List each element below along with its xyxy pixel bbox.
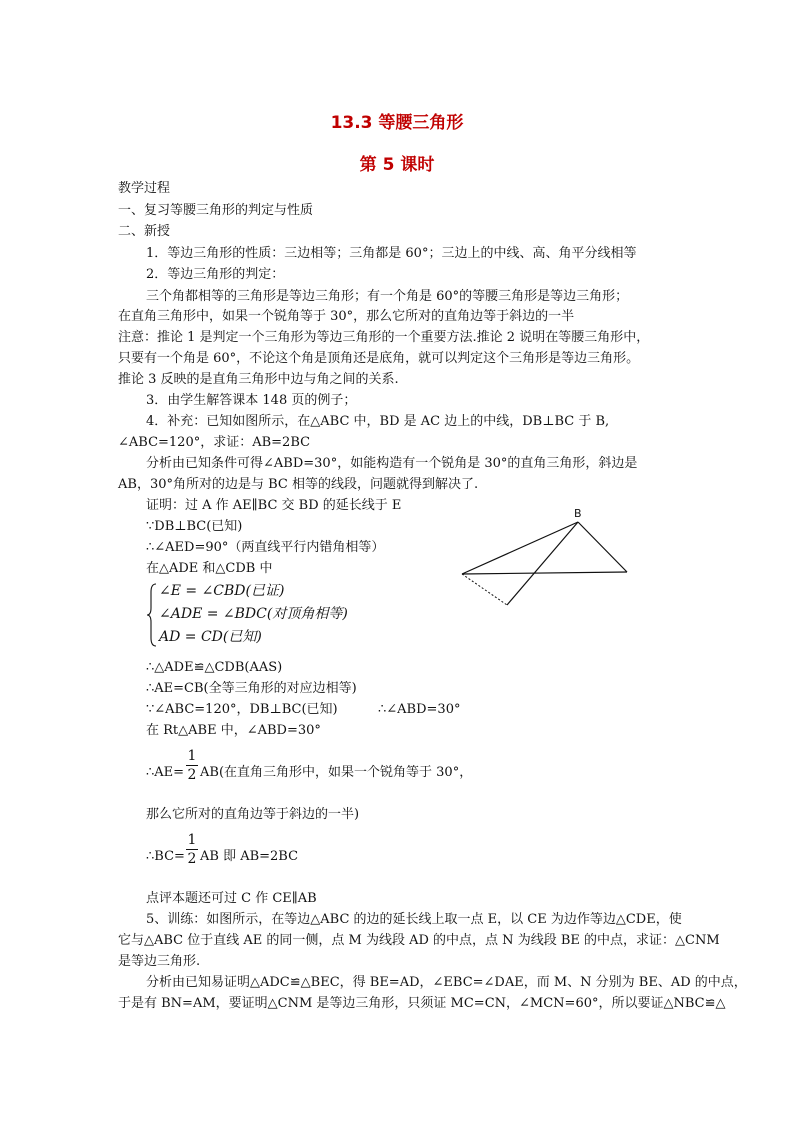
text-line: AB(在直角三角形中，如果一个锐角等于 30°，	[200, 765, 473, 780]
text-line: 4．补充：已知如图所示，在△ABC 中，BD 是 AC 边上的中线，DB⊥BC 于 B,	[146, 414, 610, 429]
equation-system	[146, 582, 386, 648]
equation-row: AD = CD(已知)	[159, 629, 262, 645]
fraction-numerator: 1	[187, 832, 197, 848]
text-line: 于是有 BN=AM，要证明△CNM 是等边三角形，只须证 MC=CN，∠MCN=60°，所以要证△NBC≌△	[118, 996, 726, 1011]
brace-icon	[146, 582, 158, 648]
equation-row: ∠E = ∠CBD(已证)	[159, 583, 285, 599]
text-line: 在 Rt△ABE 中，∠ABD=30°	[146, 723, 321, 738]
text-line: ∴△ADE≌△CDB(AAS)	[146, 660, 283, 675]
text-line: 3．由学生解答课本 148 页的例子；	[146, 393, 357, 408]
page-title: 13.3 等腰三角形	[330, 113, 464, 133]
text-line: 分析由已知条件可得∠ABD=30°，如能构造有一个锐角是 30°的直角三角形，斜边是	[146, 456, 638, 471]
text-line: 在△ADE 和△CDB 中	[146, 561, 273, 576]
text-line: 1．等边三角形的性质：三边相等；三角都是 60°；三边上的中线、高、角平分线相等	[146, 246, 637, 261]
text-line: ∴∠AED=90°（两直线平行内错角相等）	[146, 540, 385, 555]
fraction-numerator: 1	[187, 748, 197, 764]
text-line: 教学过程	[118, 181, 171, 196]
page-subtitle: 第 5 课时	[359, 155, 435, 175]
triangle-figure	[455, 505, 635, 610]
text-line: 三个角都相等的三角形是等边三角形；有一个角是 60°的等腰三角形是等边三角形；	[146, 289, 629, 304]
fraction	[186, 832, 198, 867]
equation-row: ∠ADE = ∠BDC(对顶角相等)	[159, 606, 348, 622]
text-line: 推论 3 反映的是直角三角形中边与角之间的关系.	[118, 372, 399, 387]
fraction	[186, 748, 198, 783]
text-line: AB，30°角所对的边是与 BC 相等的线段，问题就得到解决了.	[118, 477, 479, 492]
text-line: ∴∠ABD=30°	[378, 702, 461, 717]
text-line: 注意：推论 1 是判定一个三角形为等边三角形的一个重要方法.推论 2 说明在等腰三角形中，	[118, 330, 650, 345]
text-line: 证明：过 A 作 AE∥BC 交 BD 的延长线于 E	[146, 498, 402, 513]
text-line: ∠ABC=120°，求证：AB=2BC	[118, 435, 311, 450]
text-line: ∵∠ABC=120°，DB⊥BC(已知)	[146, 702, 338, 717]
text-line: 点评本题还可过 C 作 CE∥AB	[146, 891, 317, 906]
text-line: ∴AE=	[146, 765, 185, 780]
text-line: 分析由已知易证明△ADC≌△BEC，得 BE=AD，∠EBC=∠DAE，而 M、N 分别为 BE、AD 的中点，	[146, 975, 747, 990]
text-line: 那么它所对的直角边等于斜边的一半)	[146, 807, 360, 822]
geometry-diagram	[455, 505, 635, 610]
fraction-denominator: 2	[187, 767, 197, 783]
text-line: 2．等边三角形的判定：	[146, 267, 285, 282]
text-line: AB 即 AB=2BC	[200, 849, 299, 864]
text-line: 是等边三角形.	[118, 954, 201, 969]
fraction-denominator: 2	[187, 851, 197, 867]
text-line: 在直角三角形中，如果一个锐角等于 30°，那么它所对的直角边等于斜边的一半	[118, 309, 575, 324]
text-line: 5、训练：如图所示，在等边△ABC 的边的延长线上取一点 E，以 CE 为边作等边△CDE，使	[146, 912, 682, 927]
text-line: 二、新授	[118, 224, 171, 239]
vertex-label: B	[574, 507, 582, 520]
text-line: ∵DB⊥BC(已知)	[146, 519, 243, 534]
text-line: 一、复习等腰三角形的判定与性质	[118, 203, 314, 218]
text-line: 只要有一个角是 60°，不论这个角是顶角还是底角，就可以判定这个三角形是等边三角形。	[118, 351, 640, 366]
text-line: ∴BC=	[146, 849, 185, 864]
text-line: ∴AE=CB(全等三角形的对应边相等)	[146, 681, 357, 696]
text-line: 它与△ABC 位于直线 AE 的同一侧，点 M 为线段 AD 的中点，点 N 为线段 BE 的中点，求证：△CNM	[118, 933, 720, 948]
